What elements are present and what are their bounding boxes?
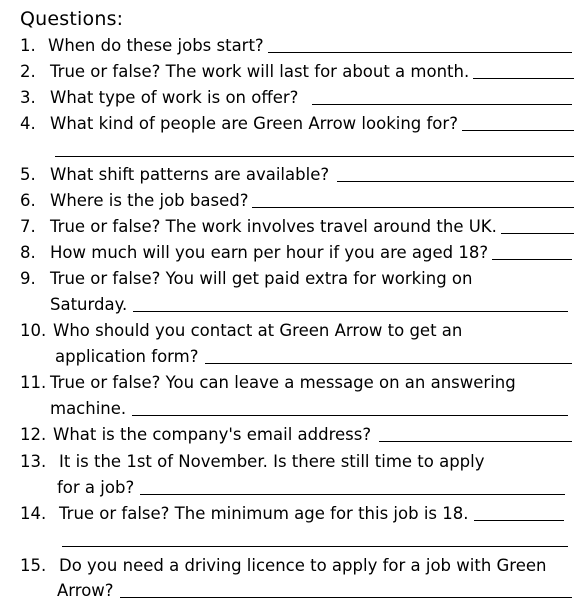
answer-blank[interactable] xyxy=(62,546,568,547)
question-6 xyxy=(20,190,574,212)
question-text: True or false? You will get paid extra for working on xyxy=(50,269,473,288)
question-number: 8. xyxy=(20,243,36,262)
question-9 xyxy=(20,268,574,290)
question-13 xyxy=(20,451,574,473)
question-1 xyxy=(20,35,572,57)
question-number: 3. xyxy=(20,88,36,107)
question-number: 5. xyxy=(20,165,36,184)
question-14 xyxy=(20,503,564,525)
question-text: What type of work is on offer? xyxy=(50,88,299,107)
question-text: Do you need a driving licence to apply for a job with Green xyxy=(59,556,547,575)
question-number: 9. xyxy=(20,269,36,288)
answer-blank[interactable] xyxy=(337,181,574,182)
answer-blank[interactable] xyxy=(120,597,572,598)
question-text: Where is the job based? xyxy=(50,191,249,210)
question-number: 1. xyxy=(20,36,36,55)
question-text: Saturday. xyxy=(50,295,128,314)
question-number: 6. xyxy=(20,191,36,210)
question-11 xyxy=(20,372,574,394)
question-text: What kind of people are Green Arrow looking for? xyxy=(50,114,458,133)
answer-blank[interactable] xyxy=(140,494,565,495)
answer-blank[interactable] xyxy=(205,363,573,364)
answer-blank[interactable] xyxy=(252,207,574,208)
question-number: 15. xyxy=(20,556,47,575)
question-4 xyxy=(20,113,574,135)
question-text: application form? xyxy=(55,347,199,366)
question-15 xyxy=(20,555,574,577)
question-number: 13. xyxy=(20,452,47,471)
question-text: What is the company's email address? xyxy=(53,425,372,444)
answer-blank[interactable] xyxy=(501,233,574,234)
question-text: When do these jobs start? xyxy=(48,36,264,55)
question-number: 7. xyxy=(20,217,36,236)
question-13-continued xyxy=(57,477,565,499)
answer-blank[interactable] xyxy=(492,259,572,260)
question-text: for a job? xyxy=(57,478,135,497)
questions-heading: Questions: xyxy=(20,8,124,30)
answer-blank[interactable] xyxy=(379,441,572,442)
question-number: 4. xyxy=(20,114,36,133)
answer-blank[interactable] xyxy=(133,311,568,312)
question-10-continued xyxy=(55,346,572,368)
question-text: True or false? The work will last for about a month. xyxy=(50,62,470,81)
answer-blank[interactable] xyxy=(474,520,564,521)
question-text: Arrow? xyxy=(57,581,114,600)
question-7 xyxy=(20,216,574,238)
question-number: 11. xyxy=(20,373,47,392)
answer-blank[interactable] xyxy=(268,52,572,53)
question-text: It is the 1st of November. Is there still time to apply xyxy=(59,452,485,471)
answer-blank[interactable] xyxy=(473,78,574,79)
question-text: What shift patterns are available? xyxy=(50,165,330,184)
question-3 xyxy=(20,87,572,109)
question-number: 12. xyxy=(20,425,47,444)
question-15-continued xyxy=(57,580,572,602)
question-text: Who should you contact at Green Arrow to get an xyxy=(53,321,463,340)
answer-blank[interactable] xyxy=(312,104,572,105)
question-text: True or false? The minimum age for this job is 18. xyxy=(59,504,469,523)
question-8 xyxy=(20,242,572,264)
question-text: True or false? The work involves travel around the UK. xyxy=(50,217,497,236)
question-9-continued xyxy=(50,294,568,316)
question-10 xyxy=(20,320,574,342)
question-12 xyxy=(20,424,572,446)
question-text: How much will you earn per hour if you are aged 18? xyxy=(50,243,489,262)
question-11-continued xyxy=(50,398,568,420)
answer-blank[interactable] xyxy=(132,415,568,416)
question-number: 10. xyxy=(20,321,47,340)
question-number: 14. xyxy=(20,504,47,523)
answer-blank[interactable] xyxy=(462,130,574,131)
question-number: 2. xyxy=(20,62,36,81)
question-2 xyxy=(20,61,574,83)
question-text: True or false? You can leave a message on an answering xyxy=(50,373,516,392)
question-5 xyxy=(20,164,574,186)
question-text: machine. xyxy=(50,399,127,418)
answer-blank[interactable] xyxy=(55,156,574,157)
